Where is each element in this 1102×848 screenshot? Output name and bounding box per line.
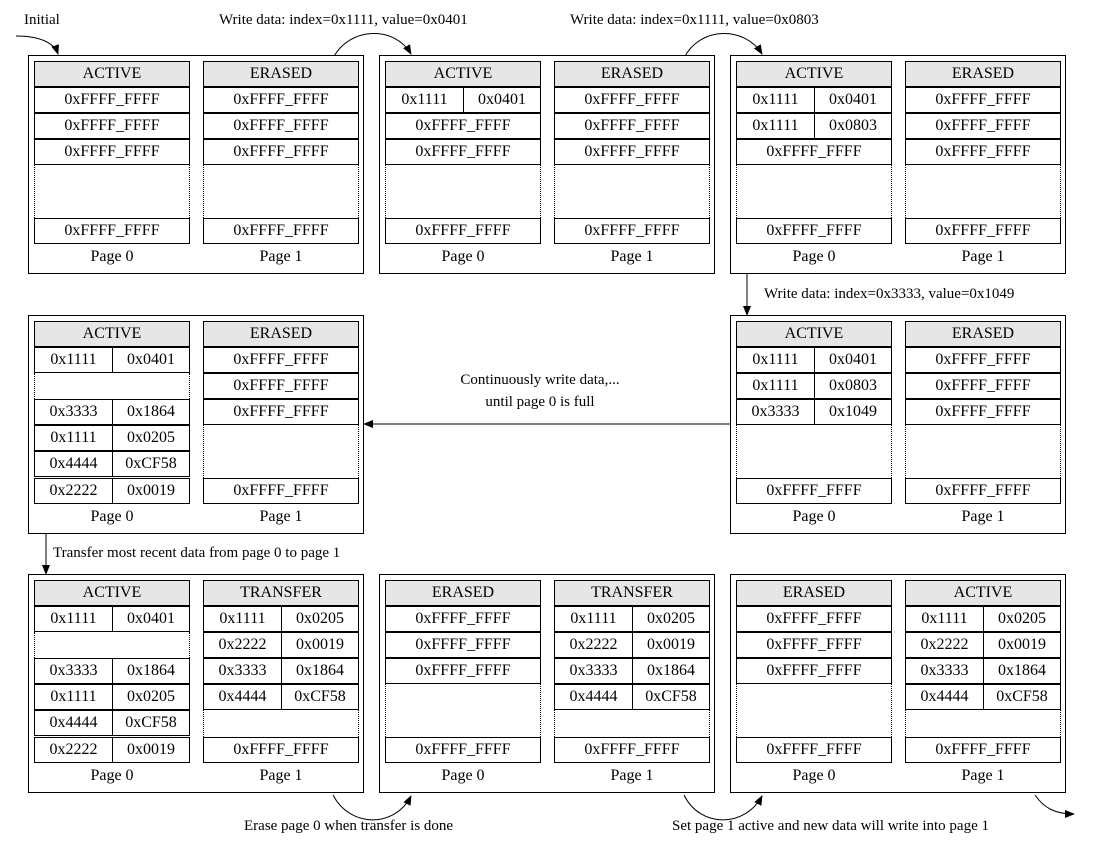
empty-region xyxy=(385,165,541,218)
empty-region xyxy=(34,373,190,399)
empty-word-row: 0xFFFF_FFFF xyxy=(736,139,892,165)
record-row xyxy=(34,737,190,763)
empty-region xyxy=(203,165,359,218)
empty-word-row: 0xFFFF_FFFF xyxy=(385,113,541,139)
record-index: 0x1111 xyxy=(555,607,633,631)
page-status-header: ACTIVE xyxy=(736,321,892,347)
record-row xyxy=(905,632,1061,658)
page-status-header: ERASED xyxy=(736,580,892,606)
empty-word-row: 0xFFFF_FFFF xyxy=(385,658,541,684)
page-name: Page 0 xyxy=(90,248,134,265)
record-value: 0x0205 xyxy=(998,610,1046,627)
page-status-header: TRANSFER xyxy=(554,580,710,606)
record-index: 0x1111 xyxy=(737,374,815,398)
record-value: 0x0019 xyxy=(647,636,695,653)
page-name: Page 0 xyxy=(441,248,485,265)
page-0 xyxy=(736,61,892,271)
page-status-header: ERASED xyxy=(905,321,1061,347)
record-index: 0x1111 xyxy=(35,348,113,372)
empty-word-row: 0xFFFF_FFFF xyxy=(905,478,1061,504)
page-0 xyxy=(34,321,190,531)
page-name: Page 1 xyxy=(610,248,654,265)
record-value: 0x0205 xyxy=(296,610,344,627)
page-status-header: ACTIVE xyxy=(34,321,190,347)
label-continuous-line-2: until page 0 is full xyxy=(485,394,595,410)
record-value: 0xCF58 xyxy=(294,688,346,705)
empty-word-row: 0xFFFF_FFFF xyxy=(905,737,1061,763)
page-0 xyxy=(736,580,892,790)
empty-region xyxy=(554,165,710,218)
record-row xyxy=(34,710,190,736)
empty-word-row: 0xFFFF_FFFF xyxy=(34,139,190,165)
record-value: 0x1864 xyxy=(127,662,175,679)
label-write-3: Write data: index=0x3333, value=0x1049 xyxy=(764,286,1015,302)
page-status-header: ACTIVE xyxy=(905,580,1061,606)
record-index: 0x4444 xyxy=(555,685,633,709)
record-row xyxy=(203,606,359,632)
flash-state-8 xyxy=(730,574,1066,793)
page-1 xyxy=(905,321,1061,531)
empty-word-row: 0xFFFF_FFFF xyxy=(385,606,541,632)
record-value: 0x0401 xyxy=(127,610,175,627)
page-name: Page 1 xyxy=(961,248,1005,265)
empty-word-row: 0xFFFF_FFFF xyxy=(554,218,710,244)
page-1 xyxy=(905,580,1061,790)
record-row xyxy=(34,347,190,373)
page-status-header: ERASED xyxy=(385,580,541,606)
flash-state-4 xyxy=(730,315,1066,534)
record-index: 0x1111 xyxy=(737,348,815,372)
record-index: 0x2222 xyxy=(555,633,633,657)
record-row xyxy=(736,373,892,399)
empty-word-row: 0xFFFF_FFFF xyxy=(905,87,1061,113)
label-continuous-line-1: Continuously write data,... xyxy=(460,372,620,388)
page-1 xyxy=(905,61,1061,271)
record-row xyxy=(385,87,541,113)
empty-word-row: 0xFFFF_FFFF xyxy=(385,139,541,165)
page-1 xyxy=(554,580,710,790)
record-index: 0x1111 xyxy=(737,88,815,112)
empty-region xyxy=(203,425,359,478)
empty-region xyxy=(736,684,892,737)
empty-word-row: 0xFFFF_FFFF xyxy=(203,478,359,504)
record-index: 0x1111 xyxy=(35,426,113,450)
record-index: 0x3333 xyxy=(555,659,633,683)
record-value: 0x0205 xyxy=(647,610,695,627)
record-value: 0x0401 xyxy=(478,91,526,108)
empty-word-row: 0xFFFF_FFFF xyxy=(34,113,190,139)
empty-word-row: 0xFFFF_FFFF xyxy=(203,399,359,425)
page-status-header: ERASED xyxy=(203,321,359,347)
record-row xyxy=(554,658,710,684)
empty-word-row: 0xFFFF_FFFF xyxy=(736,658,892,684)
record-index: 0x1111 xyxy=(35,685,113,709)
record-row xyxy=(203,684,359,710)
record-value: 0xCF58 xyxy=(125,714,177,731)
record-value: 0x0019 xyxy=(998,636,1046,653)
arrow-next xyxy=(1035,795,1074,814)
page-status-header: ERASED xyxy=(203,61,359,87)
record-value: 0x0803 xyxy=(829,117,877,134)
record-index: 0x1111 xyxy=(35,607,113,631)
page-name: Page 1 xyxy=(259,767,303,784)
page-name: Page 0 xyxy=(792,767,836,784)
record-row xyxy=(34,425,190,451)
record-index: 0x4444 xyxy=(204,685,282,709)
empty-word-row: 0xFFFF_FFFF xyxy=(905,347,1061,373)
empty-word-row: 0xFFFF_FFFF xyxy=(385,737,541,763)
empty-word-row: 0xFFFF_FFFF xyxy=(554,87,710,113)
empty-region xyxy=(905,425,1061,478)
empty-region xyxy=(34,632,190,658)
record-value: 0xCF58 xyxy=(125,455,177,472)
record-value: 0x0019 xyxy=(127,482,175,499)
label-erase: Erase page 0 when transfer is done xyxy=(244,818,454,834)
record-row xyxy=(34,478,190,504)
empty-word-row: 0xFFFF_FFFF xyxy=(554,737,710,763)
record-row xyxy=(554,632,710,658)
record-value: 0x1049 xyxy=(829,403,877,420)
record-row xyxy=(736,347,892,373)
record-row xyxy=(736,87,892,113)
empty-region xyxy=(905,710,1061,737)
empty-word-row: 0xFFFF_FFFF xyxy=(736,737,892,763)
page-status-header: ERASED xyxy=(905,61,1061,87)
record-index: 0x1111 xyxy=(204,607,282,631)
page-name: Page 1 xyxy=(961,508,1005,525)
record-index: 0x3333 xyxy=(204,659,282,683)
empty-word-row: 0xFFFF_FFFF xyxy=(385,218,541,244)
flash-state-2 xyxy=(379,55,715,274)
page-name: Page 0 xyxy=(792,508,836,525)
record-index: 0x1111 xyxy=(386,88,464,112)
empty-word-row: 0xFFFF_FFFF xyxy=(905,113,1061,139)
record-index: 0x1111 xyxy=(906,607,984,631)
page-0 xyxy=(34,580,190,790)
empty-word-row: 0xFFFF_FFFF xyxy=(34,218,190,244)
record-value: 0x1864 xyxy=(127,403,175,420)
page-status-header: TRANSFER xyxy=(203,580,359,606)
page-0 xyxy=(385,61,541,271)
empty-region xyxy=(34,165,190,218)
page-status-header: ACTIVE xyxy=(385,61,541,87)
record-index: 0x1111 xyxy=(737,114,815,138)
page-0 xyxy=(34,61,190,271)
record-value: 0x0019 xyxy=(127,741,175,758)
record-index: 0x2222 xyxy=(906,633,984,657)
empty-word-row: 0xFFFF_FFFF xyxy=(736,606,892,632)
empty-word-row: 0xFFFF_FFFF xyxy=(203,347,359,373)
label-write-2: Write data: index=0x1111, value=0x0803 xyxy=(570,12,819,28)
record-value: 0x0401 xyxy=(829,351,877,368)
record-index: 0x2222 xyxy=(35,738,113,762)
page-0 xyxy=(736,321,892,531)
flash-state-5 xyxy=(28,315,364,534)
record-row xyxy=(34,658,190,684)
empty-word-row: 0xFFFF_FFFF xyxy=(203,373,359,399)
record-value: 0xCF58 xyxy=(996,688,1048,705)
page-1 xyxy=(203,580,359,790)
page-name: Page 0 xyxy=(792,248,836,265)
empty-word-row: 0xFFFF_FFFF xyxy=(736,478,892,504)
empty-word-row: 0xFFFF_FFFF xyxy=(203,737,359,763)
flash-state-1 xyxy=(28,55,364,274)
record-value: 0x0401 xyxy=(127,351,175,368)
record-row xyxy=(905,606,1061,632)
page-name: Page 0 xyxy=(90,508,134,525)
record-row xyxy=(34,606,190,632)
record-row xyxy=(34,684,190,710)
page-name: Page 0 xyxy=(441,767,485,784)
page-1 xyxy=(554,61,710,271)
empty-word-row: 0xFFFF_FFFF xyxy=(736,632,892,658)
page-1 xyxy=(203,61,359,271)
record-row xyxy=(554,684,710,710)
record-index: 0x4444 xyxy=(906,685,984,709)
record-row xyxy=(34,399,190,425)
record-row xyxy=(554,606,710,632)
empty-word-row: 0xFFFF_FFFF xyxy=(203,139,359,165)
record-row xyxy=(905,658,1061,684)
empty-word-row: 0xFFFF_FFFF xyxy=(385,632,541,658)
record-row xyxy=(736,113,892,139)
empty-word-row: 0xFFFF_FFFF xyxy=(905,373,1061,399)
flash-state-6 xyxy=(28,574,364,793)
page-name: Page 1 xyxy=(961,767,1005,784)
empty-region xyxy=(203,710,359,737)
record-value: 0xCF58 xyxy=(645,688,697,705)
page-0 xyxy=(385,580,541,790)
record-value: 0x0205 xyxy=(127,688,175,705)
record-index: 0x2222 xyxy=(35,479,113,503)
empty-word-row: 0xFFFF_FFFF xyxy=(905,399,1061,425)
empty-word-row: 0xFFFF_FFFF xyxy=(34,87,190,113)
page-name: Page 1 xyxy=(610,767,654,784)
record-value: 0x0401 xyxy=(829,91,877,108)
empty-word-row: 0xFFFF_FFFF xyxy=(905,139,1061,165)
record-value: 0x0205 xyxy=(127,429,175,446)
record-row xyxy=(203,658,359,684)
label-set-active: Set page 1 active and new data will write into page 1 xyxy=(672,818,989,834)
empty-word-row: 0xFFFF_FFFF xyxy=(905,218,1061,244)
record-row xyxy=(736,399,892,425)
record-row xyxy=(203,632,359,658)
record-value: 0x1864 xyxy=(647,662,695,679)
empty-word-row: 0xFFFF_FFFF xyxy=(203,218,359,244)
page-name: Page 0 xyxy=(90,767,134,784)
page-status-header: ERASED xyxy=(554,61,710,87)
page-name: Page 1 xyxy=(259,508,303,525)
empty-word-row: 0xFFFF_FFFF xyxy=(554,113,710,139)
empty-region xyxy=(905,165,1061,218)
record-value: 0x0803 xyxy=(829,377,877,394)
record-row xyxy=(905,684,1061,710)
page-status-header: ACTIVE xyxy=(34,61,190,87)
arrow-initial xyxy=(16,36,58,54)
record-index: 0x3333 xyxy=(737,400,815,424)
empty-region xyxy=(385,684,541,737)
record-value: 0x1864 xyxy=(296,662,344,679)
empty-word-row: 0xFFFF_FFFF xyxy=(736,218,892,244)
record-value: 0x0019 xyxy=(296,636,344,653)
record-index: 0x4444 xyxy=(35,711,113,735)
empty-region xyxy=(554,710,710,737)
page-status-header: ACTIVE xyxy=(34,580,190,606)
empty-region xyxy=(736,165,892,218)
record-index: 0x3333 xyxy=(35,400,113,424)
empty-word-row: 0xFFFF_FFFF xyxy=(203,113,359,139)
record-row xyxy=(34,451,190,477)
label-write-1: Write data: index=0x1111, value=0x0401 xyxy=(219,12,468,28)
label-transfer: Transfer most recent data from page 0 to page 1 xyxy=(53,545,341,561)
empty-word-row: 0xFFFF_FFFF xyxy=(203,87,359,113)
record-value: 0x1864 xyxy=(998,662,1046,679)
page-status-header: ACTIVE xyxy=(736,61,892,87)
record-index: 0x3333 xyxy=(35,659,113,683)
flash-state-7 xyxy=(379,574,715,793)
page-1 xyxy=(203,321,359,531)
page-name: Page 1 xyxy=(259,248,303,265)
label-initial: Initial xyxy=(24,12,60,28)
record-index: 0x4444 xyxy=(35,452,113,476)
empty-word-row: 0xFFFF_FFFF xyxy=(554,139,710,165)
empty-region xyxy=(736,425,892,478)
flash-state-3 xyxy=(730,55,1066,274)
record-index: 0x3333 xyxy=(906,659,984,683)
record-index: 0x2222 xyxy=(204,633,282,657)
